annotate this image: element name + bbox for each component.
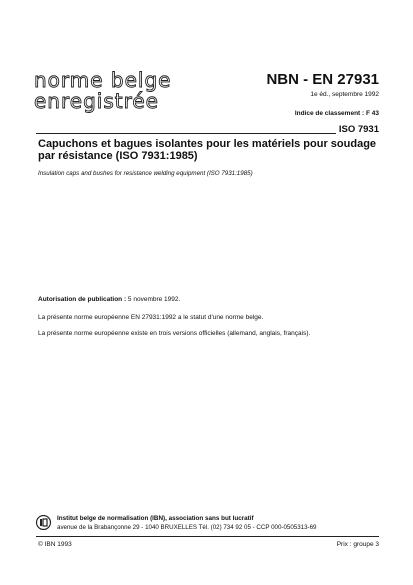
ibn-logo-icon: [36, 515, 51, 530]
brand-logotype: [34, 70, 171, 112]
iso-reference: ISO 7931: [336, 124, 379, 135]
document-title: Capuchons et bagues isolantes pour les matériels pour soudage par résistance (ISO 7931:1985): [38, 138, 377, 162]
brand-line-1: norme belge: [34, 68, 172, 92]
brand-line-2: enregistrée: [34, 89, 159, 113]
header-divider: [36, 133, 379, 134]
english-title: Insulation caps and bushes for resistance welding equipment (ISO 7931:1985): [38, 170, 253, 177]
authorization-label: Autorisation de publication :: [38, 296, 127, 303]
publication-authorization: [38, 296, 180, 303]
edition-date: 1e éd., septembre 1992: [310, 91, 379, 98]
footer-divider: [36, 536, 379, 537]
status-statement: La présente norme européenne EN 27931:1992 a le statut d'une norme belge.: [38, 314, 264, 321]
price-group: Prix : groupe 3: [336, 541, 379, 548]
classification-index: Indice de classement : F 43: [294, 110, 379, 117]
standard-reference: NBN - EN 27931: [266, 71, 379, 88]
versions-statement: La présente norme européenne existe en trois versions officielles (allemand, anglais, français).: [38, 330, 311, 337]
copyright: © IBN 1993: [38, 541, 72, 548]
authorization-date: 5 novembre 1992.: [127, 296, 181, 303]
institute-address: avenue de la Brabançonne 29 - 1040 BRUXELLES Tél. (02) 734 92 05 - CCP 000-0505313-69: [57, 524, 317, 531]
institute-name: Institut belge de normalisation (IBN), association sans but lucratif: [57, 515, 254, 522]
